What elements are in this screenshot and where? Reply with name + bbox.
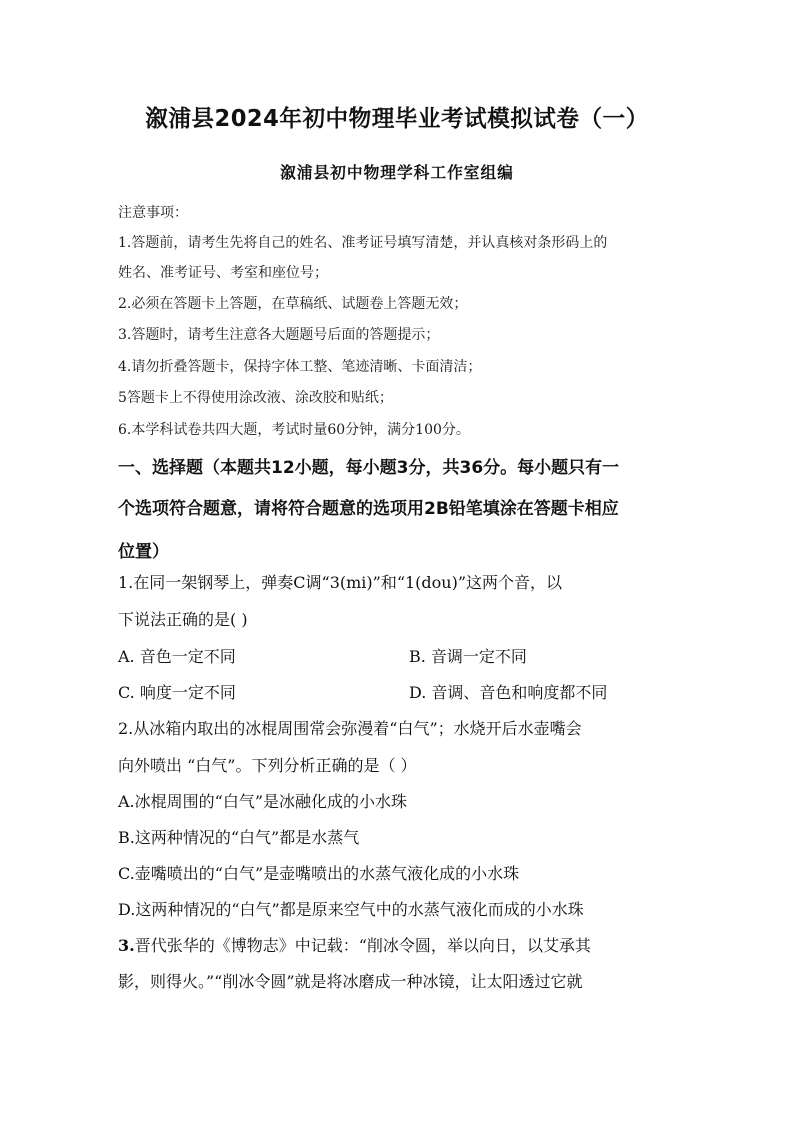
notice-heading: 注意事项： — [118, 205, 188, 221]
notice-line: 6.本学科试卷共四大题，考试时量60分钟，满分100分。 — [118, 422, 470, 438]
question-1-option-a: A. 音色一定不同 — [118, 647, 236, 666]
question-1-option-c: C. 响度一定不同 — [118, 683, 236, 702]
question-1-stem: 下说法正确的是( ) — [118, 610, 248, 629]
question-3-stem: 影，则得火。”“削冰令圆”就是将冰磨成一种冰镜，让太阳透过它就 — [118, 972, 583, 991]
question-3-text: 晋代张华的《博物志》中记载：“削冰令圆，举以向日，以艾承其 — [134, 936, 591, 955]
notice-line: 5答题卡上不得使用涂改液、涂改胶和贴纸； — [118, 390, 393, 406]
question-1-option-d: D. 音调、音色和响度都不同 — [409, 683, 608, 702]
question-3-number: 3. — [118, 936, 135, 955]
notice-line: 3.答题时，请考生注意各大题题号后面的答题提示； — [118, 327, 440, 343]
notice-line: 2.必须在答题卡上答题，在草稿纸、试题卷上答题无效； — [118, 296, 468, 312]
page-title: 溆浦县2024年初中物理毕业考试模拟试卷（一） — [145, 106, 649, 132]
section-heading: 一、选择题（本题共12小题，每小题3分，共36分。每小题只有一 — [118, 458, 620, 478]
question-2-stem: 2.从冰箱内取出的冰棍周围常会弥漫着“白气”；水烧开后水壶嘴会 — [118, 719, 582, 738]
section-heading: 个选项符合题意，请将符合题意的选项用2B铅笔填涂在答题卡相应 — [118, 499, 619, 519]
notice-line: 1.答题前，请考生先将自己的姓名、准考证号填写清楚，并认真核对条形码上的 — [118, 235, 608, 251]
question-3-stem — [118, 933, 591, 956]
question-2-option: B.这两种情况的“白气”都是水蒸气 — [118, 828, 360, 847]
question-2-option: D.这两种情况的“白气”都是原来空气中的水蒸气液化而成的小水珠 — [118, 900, 584, 919]
page-subtitle: 溆浦县初中物理学科工作室组编 — [280, 163, 514, 182]
section-heading: 位置） — [118, 542, 169, 562]
question-2-stem: 向外喷出 “白气”。下列分析正确的是（ ） — [118, 756, 417, 775]
question-1-stem: 1.在同一架钢琴上，弹奏C调“3(mi)”和“1(dou)”这两个音，以 — [118, 573, 563, 592]
notice-line: 姓名、准考证号、考室和座位号； — [118, 265, 328, 281]
notice-line: 4.请勿折叠答题卡，保持字体工整、笔迹清晰、卡面清洁； — [118, 359, 482, 375]
question-2-option: C.壶嘴喷出的“白气”是壶嘴喷出的水蒸气液化成的小水珠 — [118, 864, 520, 883]
question-1-option-b: B. 音调一定不同 — [409, 647, 527, 666]
question-2-option: A.冰棍周围的“白气”是冰融化成的小水珠 — [118, 792, 408, 811]
